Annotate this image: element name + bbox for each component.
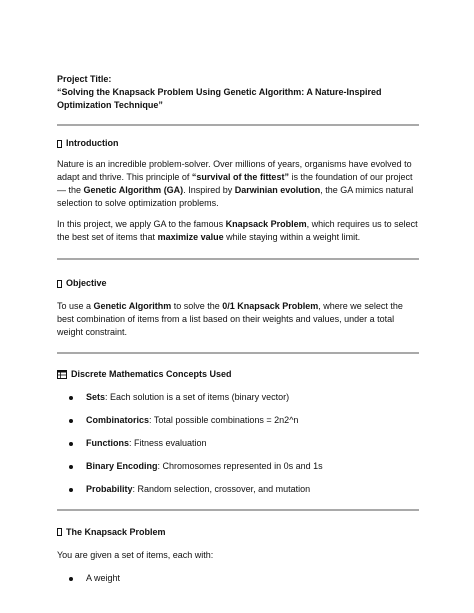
box-icon <box>57 528 62 536</box>
list-item <box>57 483 419 496</box>
list-item <box>57 460 419 473</box>
introduction-heading <box>57 137 419 150</box>
project-block <box>57 0 419 112</box>
table-icon <box>57 370 67 379</box>
section-divider <box>57 352 419 354</box>
bold-text-run: maximize value <box>157 232 224 243</box>
section-divider <box>57 509 419 511</box>
objective-heading <box>57 277 419 290</box>
text-run: to solve the <box>171 300 223 311</box>
text-run: In this project, we apply GA to the famous <box>57 219 226 230</box>
section-divider <box>57 258 419 260</box>
discrete-math-heading <box>57 368 419 381</box>
objective-paragraph <box>57 300 419 339</box>
box-icon <box>57 280 62 288</box>
list-item-term: Binary Encoding <box>86 460 158 471</box>
list-item-term: Combinatorics <box>86 414 150 425</box>
project-title-label: Project Title: <box>57 74 112 84</box>
discrete-math-list <box>57 391 419 496</box>
list-item <box>57 414 419 427</box>
box-icon <box>57 140 62 148</box>
list-item-term: Probability <box>86 483 133 494</box>
bold-text-run: 0/1 Knapsack Problem <box>222 300 319 311</box>
text-run: while staying within a weight limit. <box>223 232 361 243</box>
knapsack-list <box>57 572 419 585</box>
list-item-text: : Each solution is a set of items (binary vector) <box>105 391 290 402</box>
list-item-term: Sets <box>86 391 106 402</box>
bold-text-run: “survival of the fittest” <box>191 172 289 183</box>
bold-text-run: Darwinian evolution <box>234 185 321 196</box>
list-item-text: : Total possible combinations = 2n2^n <box>149 414 299 425</box>
section-divider <box>57 124 419 126</box>
introduction-paragraph-1 <box>57 158 419 210</box>
bold-text-run: Genetic Algorithm <box>93 300 172 311</box>
text-run: , the GA mimics natural selection to solve optimization problems. <box>57 185 414 209</box>
text-run: . Inspired by <box>183 185 235 196</box>
list-item <box>57 437 419 450</box>
knapsack-heading-text: The Knapsack Problem <box>66 526 166 537</box>
introduction-paragraph-2 <box>57 218 419 244</box>
project-title: “Solving the Knapsack Problem Using Genetic Algorithm: A Nature-Inspired Optimization Technique” <box>57 87 382 111</box>
list-item <box>57 391 419 404</box>
text-run: , which requires us to select the best set of items that <box>57 219 418 243</box>
introduction-heading-text: Introduction <box>66 138 119 149</box>
list-item: A weight <box>57 572 419 585</box>
text-run: is the foundation of our project — the <box>57 172 413 196</box>
discrete-math-heading-text: Discrete Mathematics Concepts Used <box>71 368 232 379</box>
list-item-text: : Chromosomes represented in 0s and 1s <box>157 460 323 471</box>
bold-text-run: Genetic Algorithm (GA) <box>83 185 184 196</box>
list-item-text: : Fitness evaluation <box>129 437 207 448</box>
knapsack-heading <box>57 526 419 539</box>
text-run: To use a <box>57 300 94 311</box>
list-item-text: : Random selection, crossover, and mutation <box>132 483 311 494</box>
list-item-term: Functions <box>86 437 129 448</box>
text-run: Nature is an incredible problem-solver. Over millions of years, organisms have evolved to adapt and thrive. This principle of <box>57 159 412 183</box>
objective-heading-text: Objective <box>66 278 107 289</box>
knapsack-paragraph: You are given a set of items, each with: <box>57 549 214 560</box>
text-run: , where we select the best combination of items from a list based on their weights and values, under a total weight constraint. <box>57 300 403 337</box>
bold-text-run: Knapsack Problem <box>225 219 307 230</box>
